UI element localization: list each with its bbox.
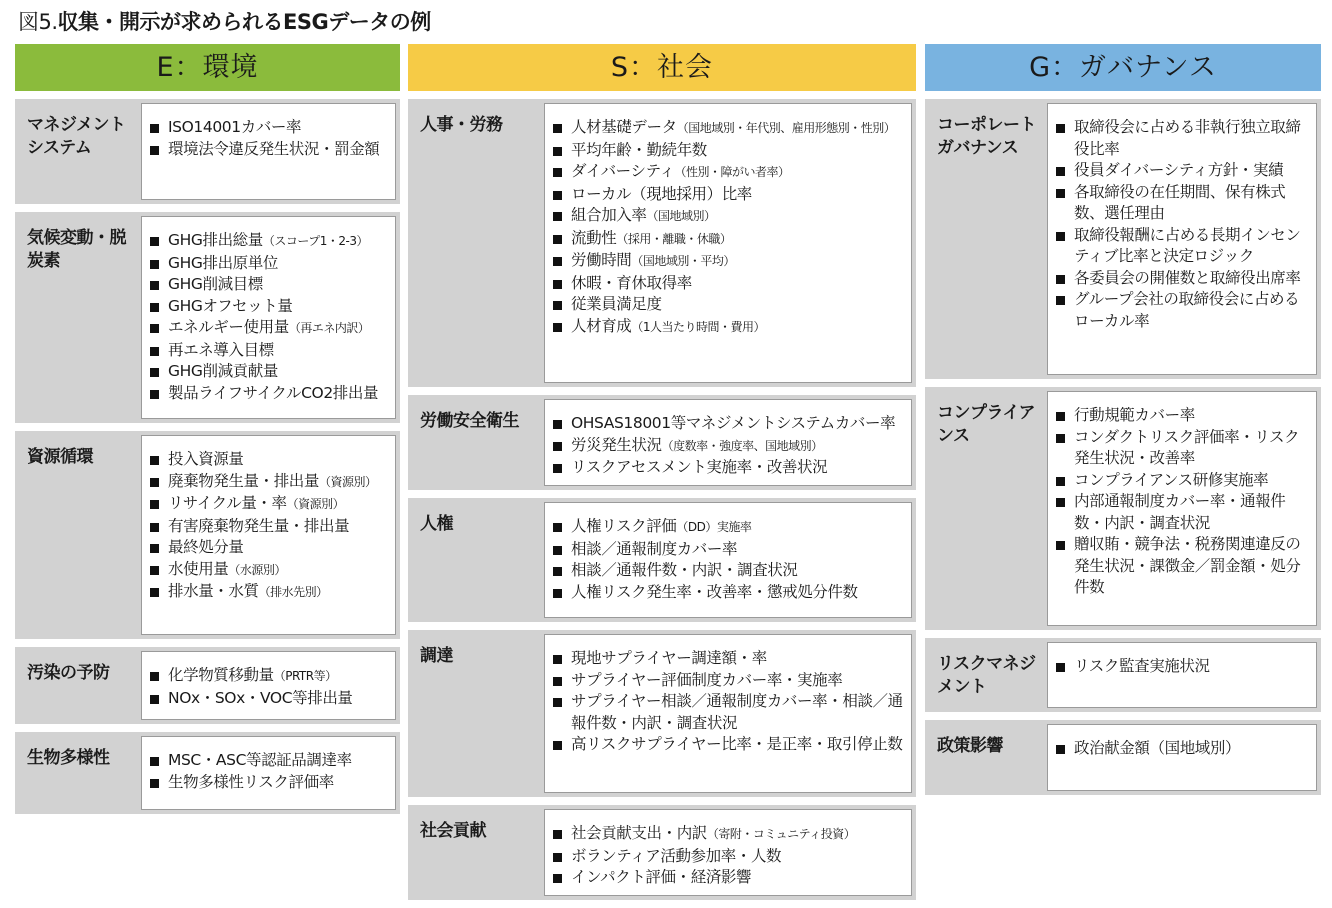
list-item xyxy=(551,435,905,458)
list-item xyxy=(551,161,905,184)
list-item xyxy=(551,691,905,734)
item-note: （資源別） xyxy=(286,497,345,511)
category-block xyxy=(15,732,400,814)
list-item xyxy=(1054,268,1310,290)
blocks-environment xyxy=(15,99,400,814)
list-item xyxy=(551,140,905,162)
item-note: （寄附・コミュニティ投資） xyxy=(706,827,856,841)
figure-title: 収集・開示が求められるESGデータの例 xyxy=(57,10,431,34)
list-item xyxy=(551,228,905,251)
item-text: サプライヤー評価制度カバー率・実施率 xyxy=(571,670,843,689)
list-item xyxy=(148,537,389,559)
list-item xyxy=(148,274,389,296)
category-block xyxy=(925,387,1321,630)
list-item xyxy=(551,846,905,868)
category-block xyxy=(925,638,1321,712)
category-label: リスクマネジメント xyxy=(937,654,1036,697)
item-note: （性別・障がい者率） xyxy=(674,165,790,179)
list-item xyxy=(148,449,389,471)
blocks-governance xyxy=(925,99,1321,795)
item-text: コンプライアンス研修実施率 xyxy=(1074,470,1269,489)
list-item xyxy=(1054,656,1310,678)
item-list xyxy=(141,216,396,419)
category-label: 社会貢献 xyxy=(420,821,486,841)
item-text: ダイバーシティ xyxy=(571,162,675,180)
item-text: 生物多様性リスク評価率 xyxy=(168,772,334,791)
item-text: インパクト評価・経済影響 xyxy=(571,868,752,886)
category-block xyxy=(925,720,1321,795)
list-item xyxy=(1054,117,1310,160)
category-block xyxy=(15,431,400,639)
list-item xyxy=(148,340,389,362)
list-item xyxy=(551,316,905,339)
item-text: 組合加入率 xyxy=(571,206,647,224)
item-note: （採用・離職・休職） xyxy=(616,231,732,246)
category-label: 汚染の予防 xyxy=(27,663,110,683)
item-text: 高リスクサプライヤー比率・是正率・取引停止数 xyxy=(571,735,903,753)
category-label: 政策影響 xyxy=(937,736,1003,756)
list-item xyxy=(551,516,905,539)
item-text: NOx・SOx・VOC等排出量 xyxy=(168,688,353,707)
category-label: 気候変動・脱炭素 xyxy=(27,228,126,271)
list-item xyxy=(551,648,905,670)
list-item xyxy=(148,253,389,275)
item-list xyxy=(544,103,912,383)
list-item xyxy=(148,581,389,604)
item-list xyxy=(1047,391,1317,626)
item-text: 労働時間 xyxy=(571,251,632,269)
item-text: GHG削減目標 xyxy=(168,275,263,293)
item-text: 排水量・水質 xyxy=(168,582,259,600)
item-text: 人材基礎データ xyxy=(571,118,677,136)
list-item xyxy=(148,688,389,710)
item-text: リスク監査実施状況 xyxy=(1074,657,1210,675)
list-item xyxy=(1054,160,1310,182)
item-text: 環境法令違反発生状況・罰金額 xyxy=(168,139,380,158)
list-item xyxy=(148,516,389,538)
list-item xyxy=(551,457,905,479)
list-item xyxy=(148,117,389,139)
list-item xyxy=(148,296,389,318)
item-text: 水使用量 xyxy=(168,559,229,578)
item-text: 化学物質移動量 xyxy=(168,666,274,684)
item-text: 従業員満足度 xyxy=(571,295,662,313)
list-item xyxy=(148,772,389,794)
list-item xyxy=(148,559,389,582)
list-item xyxy=(551,205,905,228)
category-block xyxy=(15,212,400,423)
item-text: ローカル（現地採用）比率 xyxy=(571,184,752,203)
category-label: 生物多様性 xyxy=(27,748,110,768)
figure-number: 図5. xyxy=(18,10,58,34)
item-text: GHGオフセット量 xyxy=(168,296,293,315)
item-text: 休暇・育休取得率 xyxy=(571,273,692,292)
item-text: GHG排出総量 xyxy=(168,231,263,249)
item-text: 相談／通報制度カバー率 xyxy=(571,539,738,558)
item-text: 有害廃棄物発生量・排出量 xyxy=(168,516,350,535)
item-text: 相談／通報件数・内訳・調査状況 xyxy=(571,561,798,579)
item-note: （DD）実施率 xyxy=(676,520,752,534)
header-social: S：社会 xyxy=(408,44,916,91)
list-item xyxy=(551,670,905,692)
item-list xyxy=(1047,642,1317,708)
item-text: 贈収賄・競争法・税務関連違反の発生状況・課徴金／罰金額・処分件数 xyxy=(1074,535,1301,596)
item-note: （1人当たり時間・費用） xyxy=(631,319,766,334)
item-text: 行動規範カバー率 xyxy=(1074,406,1195,424)
page-title xyxy=(18,6,431,36)
item-text: ボランティア活動参加率・人数 xyxy=(571,846,782,865)
list-item xyxy=(1054,405,1310,427)
list-item xyxy=(1054,289,1310,332)
item-text: MSC・ASC等認証品調達率 xyxy=(168,751,352,769)
item-text: エネルギー使用量 xyxy=(168,318,289,336)
category-block xyxy=(408,99,916,387)
list-item xyxy=(148,383,389,405)
item-list xyxy=(544,399,912,486)
item-note: （PRTR等） xyxy=(273,669,337,683)
item-text: 平均年齢・勤続年数 xyxy=(571,140,707,159)
item-text: 人材育成 xyxy=(571,316,632,335)
header-environment: E：環境 xyxy=(15,44,400,91)
item-list xyxy=(141,103,396,200)
list-item xyxy=(148,317,389,340)
list-item xyxy=(148,493,389,516)
column-governance xyxy=(925,44,1321,803)
category-block xyxy=(925,99,1321,379)
category-label: コンプライアンス xyxy=(937,403,1035,446)
item-note: （国地域別・平均） xyxy=(631,254,735,268)
category-label: 調達 xyxy=(420,646,453,666)
item-text: 各取締役の在任期間、保有株式数、選任理由 xyxy=(1074,182,1286,222)
item-text: リサイクル量・率 xyxy=(168,494,287,512)
item-text: 人権リスク発生率・改善率・懲戒処分件数 xyxy=(571,582,858,601)
list-item xyxy=(551,117,905,140)
category-block xyxy=(15,99,400,204)
list-item xyxy=(551,582,905,604)
item-text: 再エネ導入目標 xyxy=(168,340,274,359)
item-list xyxy=(141,651,396,720)
list-item xyxy=(1054,182,1310,225)
item-text: 投入資源量 xyxy=(168,450,244,468)
list-item xyxy=(1054,491,1310,534)
item-text: GHG削減貢献量 xyxy=(168,362,278,380)
list-item xyxy=(1054,738,1310,760)
category-label: 人事・労務 xyxy=(420,115,503,135)
category-block xyxy=(15,647,400,724)
item-list xyxy=(544,634,912,793)
category-label: コーポレートガバナンス xyxy=(937,115,1036,158)
list-item xyxy=(551,294,905,316)
item-note: （度数率・強度率、国地域別） xyxy=(661,438,823,453)
blocks-social xyxy=(408,99,916,900)
category-block xyxy=(408,395,916,490)
item-list xyxy=(544,502,912,618)
list-item xyxy=(148,471,389,494)
item-text: リスクアセスメント実施率・改善状況 xyxy=(571,458,828,476)
item-text: 政治献金額（国地域別） xyxy=(1074,739,1241,757)
list-item xyxy=(551,413,905,435)
item-text: 各委員会の開催数と取締役出席率 xyxy=(1074,268,1301,287)
list-item xyxy=(551,184,905,206)
item-text: ISO14001カバー率 xyxy=(168,118,302,136)
category-label: マネジメントシステム xyxy=(27,115,126,158)
list-item xyxy=(551,273,905,295)
list-item xyxy=(148,750,389,772)
list-item xyxy=(148,139,389,161)
list-item xyxy=(551,867,905,889)
item-note: （水源別） xyxy=(228,562,286,577)
list-item xyxy=(551,250,905,273)
item-text: グループ会社の取締役会に占めるローカル率 xyxy=(1074,290,1300,330)
item-note: （再エネ内訳） xyxy=(288,321,370,335)
item-text: 製品ライフサイクルCO2排出量 xyxy=(168,383,379,402)
header-governance: G：ガバナンス xyxy=(925,44,1321,91)
list-item xyxy=(1054,427,1310,470)
item-text: 現地サプライヤー調達額・率 xyxy=(571,649,767,667)
item-text: OHSAS18001等マネジメントシステムカバー率 xyxy=(571,414,896,432)
item-list xyxy=(141,736,396,810)
list-item xyxy=(148,361,389,383)
item-text: コンダクトリスク評価率・リスク発生状況・改善率 xyxy=(1074,427,1300,467)
item-text: 社会貢献支出・内訳 xyxy=(571,824,707,842)
item-list xyxy=(141,435,396,635)
column-social xyxy=(408,44,916,908)
list-item xyxy=(551,823,905,846)
item-text: 取締役会に占める非執行独立取締役比率 xyxy=(1074,118,1301,158)
item-text: 内部通報制度カバー率・通報件数・内訳・調査状況 xyxy=(1074,492,1286,532)
item-text: 廃棄物発生量・排出量 xyxy=(168,471,320,490)
category-label: 人権 xyxy=(420,514,453,534)
item-text: 最終処分量 xyxy=(168,538,244,556)
category-block xyxy=(408,630,916,797)
item-text: GHG排出原単位 xyxy=(168,253,278,272)
list-item xyxy=(551,734,905,756)
list-item xyxy=(1054,534,1310,599)
list-item xyxy=(1054,225,1310,268)
category-block xyxy=(408,805,916,900)
item-note: （スコープ1・2-3） xyxy=(262,234,369,248)
item-note: （資源別） xyxy=(319,474,377,489)
list-item xyxy=(148,230,389,253)
category-block xyxy=(408,498,916,622)
item-text: 労災発生状況 xyxy=(571,435,662,454)
list-item xyxy=(1054,470,1310,492)
item-text: 取締役報酬に占める長期インセンティブ比率と決定ロジック xyxy=(1074,225,1301,265)
item-text: 流動性 xyxy=(571,228,617,247)
item-note: （排水先別） xyxy=(258,585,328,599)
item-list xyxy=(1047,103,1317,375)
item-note: （国地域別・年代別、雇用形態別・性別） xyxy=(676,121,896,135)
list-item xyxy=(551,539,905,561)
item-text: サプライヤー相談／通報制度カバー率・相談／通報件数・内訳・調査状況 xyxy=(571,692,903,732)
column-environment xyxy=(15,44,400,822)
list-item xyxy=(148,665,389,688)
item-note: （国地域別） xyxy=(646,209,716,223)
list-item xyxy=(551,560,905,582)
item-list xyxy=(544,809,912,896)
item-list xyxy=(1047,724,1317,791)
category-label: 労働安全衛生 xyxy=(420,411,519,431)
category-label: 資源循環 xyxy=(27,447,93,467)
item-text: 人権リスク評価 xyxy=(571,517,677,535)
item-text: 役員ダイバーシティ方針・実績 xyxy=(1074,161,1284,179)
